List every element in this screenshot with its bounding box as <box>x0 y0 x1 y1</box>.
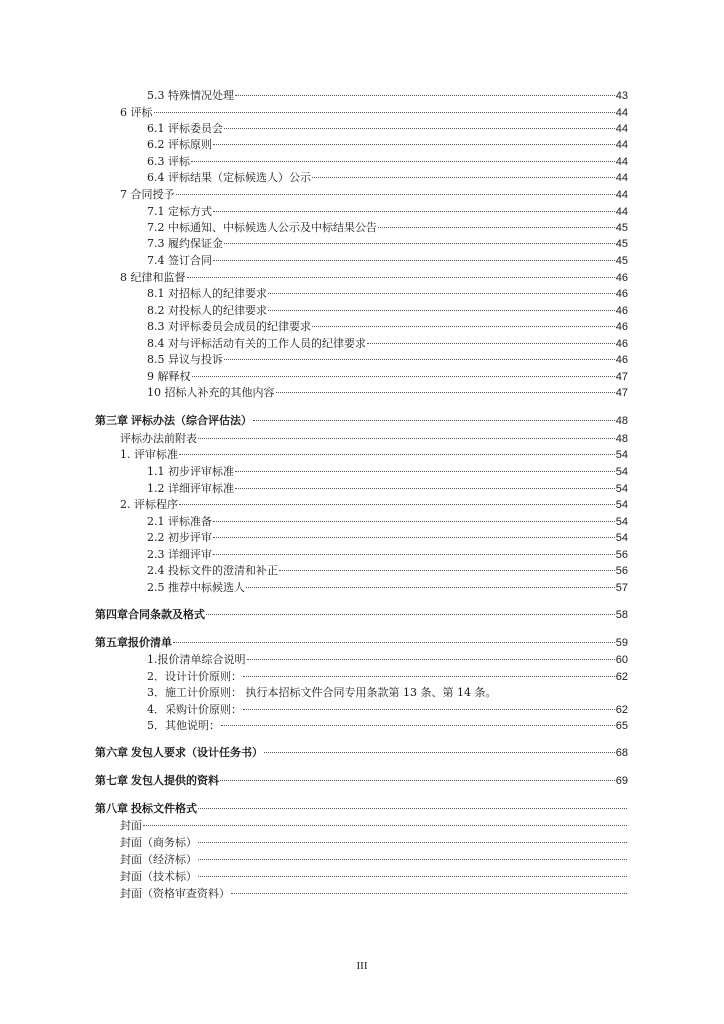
toc-entry-page: 48 <box>615 433 628 445</box>
leader-dots <box>378 227 615 228</box>
toc-entry-page: 62 <box>615 704 628 716</box>
toc-entry-title: 4．采购计价原则： <box>147 703 242 716</box>
leader-dots <box>213 521 615 522</box>
toc-entry-page: 54 <box>615 483 628 495</box>
toc-entry-title: 封面（技术标） <box>120 870 197 883</box>
toc-entry-title: 2.4 投标文件的澄清和补正 <box>147 564 278 577</box>
toc-entry-title: 1.报价清单综合说明 <box>147 653 246 666</box>
toc-entry-title: 封面（经济标） <box>120 853 197 866</box>
toc-entry-title: 6 评标 <box>120 106 153 119</box>
toc-entry <box>120 869 628 885</box>
toc-entry <box>147 702 628 718</box>
toc-entry <box>147 220 628 236</box>
leader-dots <box>213 260 615 261</box>
toc-entry-page: 46 <box>615 354 628 366</box>
toc-entry-page: 46 <box>615 338 628 350</box>
toc-entry-title: 7.4 签订合同 <box>147 254 212 267</box>
toc-entry <box>120 852 628 868</box>
toc-entry-page: 48 <box>615 415 628 427</box>
toc-entry-title: 2.5 推荐中标候选人 <box>147 581 245 594</box>
toc-entry-page: 68 <box>615 747 628 759</box>
toc-entry-title: 2．设计计价原则： <box>147 670 242 683</box>
toc-entry <box>120 431 628 447</box>
toc-entry-title: 第四章合同条款及格式 <box>95 609 205 621</box>
toc-entry-title: 8.5 异议与投诉 <box>147 353 223 366</box>
leader-dots <box>198 438 615 439</box>
toc-entry <box>147 236 628 252</box>
leader-dots <box>179 504 615 505</box>
leader-dots <box>231 893 627 894</box>
leader-dots <box>243 709 615 710</box>
toc-entry-title: 1.2 详细评审标准 <box>147 482 234 495</box>
toc-entry-title: 8.2 对投标人的纪律要求 <box>147 304 267 317</box>
toc-entry <box>120 835 628 851</box>
toc-entry-page: 59 <box>615 637 628 649</box>
leader-dots <box>246 587 615 588</box>
toc-entry <box>147 669 628 685</box>
toc-chapter <box>95 745 628 761</box>
toc-entry-page: 43 <box>615 90 628 102</box>
leader-dots <box>198 876 627 877</box>
toc-entry <box>147 464 628 480</box>
toc-entry-title: 8.1 对招标人的纪律要求 <box>147 287 267 300</box>
toc-entry <box>147 204 628 220</box>
leader-dots <box>279 570 615 571</box>
toc-entry-title: 9 解释权 <box>147 370 191 383</box>
leader-dots <box>312 177 615 178</box>
leader-dots <box>198 859 627 860</box>
toc-entry-page: 44 <box>615 189 628 201</box>
toc-entry <box>147 286 628 302</box>
leader-dots <box>367 343 615 344</box>
toc-entry-title: 7.3 履约保证金 <box>147 237 223 250</box>
toc-entry-page: 54 <box>615 532 628 544</box>
leader-dots <box>243 676 615 677</box>
leader-dots <box>143 825 627 826</box>
toc-entry-title: 8.3 对评标委员会成员的纪律要求 <box>147 320 311 333</box>
leader-dots <box>224 359 615 360</box>
toc-entry-page: 65 <box>615 720 628 732</box>
toc-entry-title: 10 招标人补充的其他内容 <box>147 386 275 399</box>
toc-entry-title: 第八章 投标文件格式 <box>95 803 198 815</box>
toc-entry-title: 1. 评审标准 <box>120 448 178 461</box>
toc-entry-title: 6.4 评标结果（定标候选人）公示 <box>147 171 311 184</box>
toc-entry-page: 46 <box>615 321 628 333</box>
toc-entry-title: 7.1 定标方式 <box>147 205 212 218</box>
toc-entry-page: 44 <box>615 123 628 135</box>
leader-dots <box>213 537 615 538</box>
leader-dots <box>224 128 615 129</box>
toc-entry-title: 2.1 评标准备 <box>147 515 212 528</box>
toc-entry-page: 69 <box>615 775 628 787</box>
toc-entry-page: 56 <box>615 549 628 561</box>
toc-entry-title: 第三章 评标办法（综合评估法） <box>95 415 253 427</box>
toc-entry <box>147 385 628 401</box>
toc-entry-title: 5．其他说明： <box>147 719 220 732</box>
toc-entry <box>120 818 628 834</box>
toc-entry-title: 8 纪律和监督 <box>120 271 186 284</box>
toc-entry <box>147 303 628 319</box>
toc-entry-title: 6.3 评标 <box>147 155 190 168</box>
leader-dots <box>173 642 615 643</box>
toc-entry-page: 54 <box>615 499 628 511</box>
toc-chapter <box>95 607 628 623</box>
toc-entry-title: 6.1 评标委员会 <box>147 122 223 135</box>
toc-entry-title: 8.4 对与评标活动有关的工作人员的纪律要求 <box>147 337 366 350</box>
leader-dots <box>179 454 615 455</box>
leader-dots <box>187 277 615 278</box>
toc-entry <box>147 253 628 269</box>
toc-entry-title: 7 合同授予 <box>120 188 175 201</box>
leader-dots <box>224 243 615 244</box>
toc-entry-page: 44 <box>615 172 628 184</box>
toc-entry <box>120 886 628 902</box>
toc-entry <box>147 121 628 137</box>
leader-dots <box>312 326 615 327</box>
toc-entry-page: 54 <box>615 449 628 461</box>
leader-dots <box>213 554 615 555</box>
leader-dots <box>206 614 615 615</box>
leader-dots <box>247 659 615 660</box>
leader-dots <box>221 725 615 726</box>
leader-dots <box>264 752 615 753</box>
toc-entry <box>147 170 628 186</box>
leader-dots <box>154 112 615 113</box>
toc-entry-title: 评标办法前附表 <box>120 432 197 445</box>
leader-dots <box>220 780 615 781</box>
leader-dots <box>253 420 615 421</box>
toc-entry-page: 44 <box>615 206 628 218</box>
leader-dots <box>176 194 615 195</box>
toc-entry <box>147 88 628 104</box>
toc-entry <box>147 547 628 563</box>
toc-entry <box>147 652 628 668</box>
toc-entry <box>120 270 628 286</box>
toc-entry <box>147 481 628 497</box>
toc-entry-page: 47 <box>615 387 628 399</box>
toc-entry-page: 58 <box>615 609 628 621</box>
toc-entry-page: 54 <box>615 516 628 528</box>
toc-entry <box>147 580 628 596</box>
toc-entry <box>147 718 628 734</box>
toc-entry-title: 第五章报价清单 <box>95 637 172 649</box>
toc-entry-page: 45 <box>615 238 628 250</box>
toc-entry <box>120 497 628 513</box>
toc-chapter <box>95 773 628 789</box>
toc-entry-page: 47 <box>615 371 628 383</box>
toc-entry <box>147 319 628 335</box>
leader-dots <box>235 471 615 472</box>
toc-entry-title: 1.1 初步评审标准 <box>147 465 234 478</box>
toc-entry-title: 2.2 初步评审 <box>147 531 212 544</box>
toc-entry-title: 2. 评标程序 <box>120 498 178 511</box>
toc-entry <box>120 187 628 203</box>
toc-entry-page: 62 <box>615 671 628 683</box>
leader-dots <box>213 144 615 145</box>
toc-entry <box>147 352 628 368</box>
toc-entry-page: 45 <box>615 222 628 234</box>
toc-entry <box>147 369 628 385</box>
toc-entry-page: 56 <box>615 565 628 577</box>
toc-entry-page: 60 <box>615 654 628 666</box>
toc-entry-title: 封面（资格审查资料） <box>120 887 230 900</box>
leader-dots <box>235 95 615 96</box>
toc-entry-page: 57 <box>615 582 628 594</box>
page-number: III <box>356 960 368 972</box>
leader-dots <box>276 392 615 393</box>
leader-dots <box>191 161 615 162</box>
toc-entry <box>147 137 628 153</box>
toc-entry-page: 45 <box>615 255 628 267</box>
toc-entry <box>147 336 628 352</box>
toc-entry-page: 44 <box>615 139 628 151</box>
toc-entry-title: 2.3 详细评审 <box>147 548 212 561</box>
leader-dots <box>213 211 615 212</box>
toc-entry <box>147 685 628 701</box>
toc-entry-page: 54 <box>615 466 628 478</box>
leader-dots <box>268 310 615 311</box>
leader-dots <box>268 293 615 294</box>
toc-entry-title: 6.2 评标原则 <box>147 138 212 151</box>
toc-entry <box>120 105 628 121</box>
toc-entry-title: 封面 <box>120 819 142 832</box>
toc-entry-page: 46 <box>615 272 628 284</box>
toc-entry <box>147 530 628 546</box>
leader-dots <box>198 842 627 843</box>
toc-entry <box>120 447 628 463</box>
toc-entry-page: 44 <box>615 107 628 119</box>
toc-entry <box>147 154 628 170</box>
toc-entry-title: 第七章 发包人提供的资料 <box>95 775 220 787</box>
toc-entry <box>147 563 628 579</box>
leader-dots <box>235 488 615 489</box>
toc-entry-page: 44 <box>615 156 628 168</box>
leader-dots <box>198 808 627 809</box>
leader-dots <box>192 376 615 377</box>
toc-entry-page: 46 <box>615 305 628 317</box>
toc-chapter <box>95 801 628 817</box>
toc-chapter <box>95 413 628 429</box>
toc-chapter <box>95 635 628 651</box>
toc-entry-title: 7.2 中标通知、中标候选人公示及中标结果公告 <box>147 221 377 234</box>
toc-entry-title: 第六章 发包人要求（设计任务书） <box>95 747 264 759</box>
toc-entry-title: 3．施工计价原则： 执行本招标文件合同专用条款第 13 条、第 14 条。 <box>147 686 497 699</box>
toc-entry-title: 封面（商务标） <box>120 836 197 849</box>
toc-entry <box>147 514 628 530</box>
toc-entry-title: 5.3 特殊情况处理 <box>147 89 234 102</box>
toc-entry-page: 46 <box>615 288 628 300</box>
